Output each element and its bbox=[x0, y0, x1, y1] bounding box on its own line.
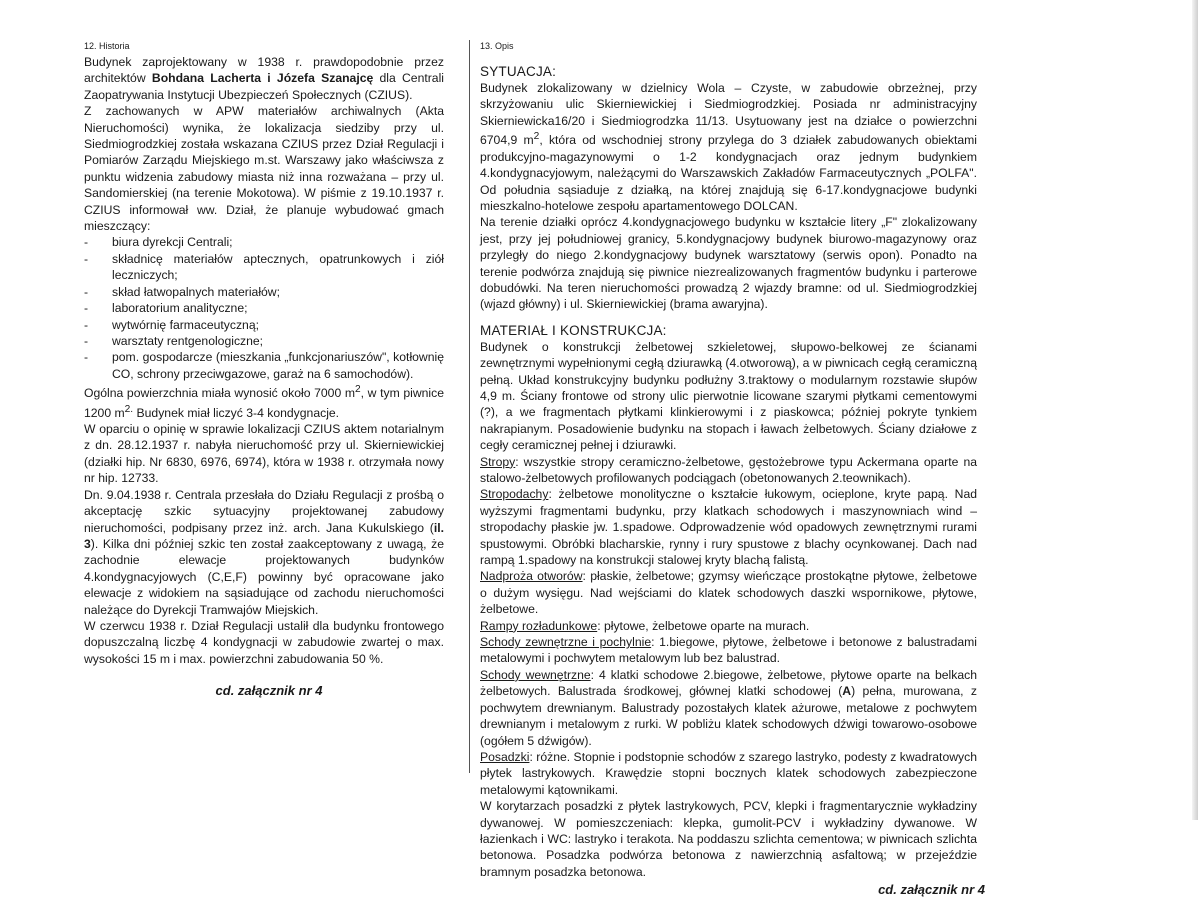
term-label: Schody wewnętrzne bbox=[480, 667, 591, 682]
continued-note: cd. załącznik nr 4 bbox=[878, 882, 985, 898]
text: Ogólna powierzchnia miała wynosić około 7000 m bbox=[84, 386, 356, 401]
column-divider bbox=[469, 40, 470, 773]
text: Dn. 9.04.1938 r. Centrala przesłała do Działu Regulacji z prośbą o akceptację szkic sytuacyjny projektowanej zabudowy nieruchomości, podpisany przez inż. arch. Jana Kukulskiego ( bbox=[84, 487, 444, 535]
list-item: - wytwórnię farmaceutyczną; bbox=[84, 317, 444, 333]
rampy-paragraph bbox=[480, 618, 977, 634]
historia-paragraph-2: Z zachowanych w APW materiałów archiwalnych (Akta Nieruchomości) wynika, że lokalizacja siedziby przy ul. Siedmiogrodzkiej została wskazana CZIUS przez Dział Regulacji i Pomiarów Zarządu Miejskiego m.st. Warszawy jako właściwsza z punktu widzenia zabudowy miasta niż inna rozważana – przy ul. Sandomierskiej (na terenie Mokotowa). W piśmie z 19.10.1937 r. CZIUS informował ww. Dział, że planuje wybudować gmach mieszczący: bbox=[84, 104, 444, 234]
historia-paragraph-5 bbox=[84, 487, 444, 618]
heading-sytuacja: SYTUACJA: bbox=[480, 64, 557, 79]
text: , w tym piwnice 1200 m bbox=[84, 386, 444, 420]
building-program-list bbox=[84, 234, 444, 382]
stropodachy-paragraph bbox=[480, 486, 977, 568]
section-label-historia: 12. Historia bbox=[84, 41, 130, 51]
text: : 1.biegowe, płytowe, żelbetowe i betonowe z balustradami metalowymi i pochwytem metalowym lub bez balustrad. bbox=[480, 635, 978, 666]
text: : żelbetowe monolityczne o kształcie łukowym, ocieplone, kryte papą. Nad wyższymi fragmentami budynku, przy klatkach schodowych i maszynowniach wind – stropodachy płaskie jw. 1.spadowe. Odprowadzenie wód opadowych zewnętrznymi rurami spustowymi. Obróbki blacharskie, rynny i rury spustowe z blachy ocynkowanej. Dach nad rampą 1.spadowy na konstrukcji stalowej kryty blachą falistą. bbox=[480, 487, 977, 568]
text: : płaskie, żelbetowe; gzymsy wieńczące prostokątne płytowe, żelbetowe o dużym wysięgu. Nad wejściami do klatek schodowych daszki wspornikowe, płytowe, żelbetowe. bbox=[480, 569, 977, 617]
architects-names: Bohdana Lacherta i Józefa Szanajcę bbox=[151, 71, 374, 86]
posadzki-paragraph bbox=[480, 749, 977, 798]
left-column bbox=[84, 40, 444, 700]
text: dla Centrali Zaopatrywania Instytucji Ubezpieczeń Społecznych (CZIUS). bbox=[84, 71, 444, 102]
stropy-paragraph bbox=[480, 454, 977, 487]
list-item: - biura dyrekcji Centrali; bbox=[84, 234, 444, 250]
scan-edge bbox=[1192, 0, 1198, 820]
text: ) pełna, murowana, z pochwytem drewnianym. Balustrady pozostałych klatek ażurowe, metalowe z pochwytem drewnianym i metalowym z rurki. W pobliżu klatek schodowych dźwigi towarowo-osobowe (ogółem 5 dźwigów). bbox=[480, 684, 977, 748]
text: : płytowe, żelbetowe oparte na murach. bbox=[597, 618, 810, 633]
right-column bbox=[480, 40, 985, 899]
text: Budynek miał liczyć 3-4 kondygnacje. bbox=[133, 405, 340, 420]
historia-paragraph-3 bbox=[84, 382, 444, 421]
continued-note: cd. załącznik nr 4 bbox=[215, 683, 323, 699]
text: Budynek zlokalizowany w dzielnicy Wola – Czyste, w zabudowie obrzeżnej, przy skrzyżowaniu ulic Skierniewickiej i Siedmiogrodzkiej. Posiada nr administracyjny Skierniewicka16/20 i Siedmiogrodzka 11/13. Usytuowany jest na działce o powierzchni 6704,9 m bbox=[480, 81, 977, 148]
posadzki-paragraph-2: W korytarzach posadzki z płytek lastrykowych, PCV, klepki i fragmentarycznie wykładziny dywanowej. W pomieszczeniach: klepka, gumolit-PCV i wykładziny dywanowe. W łazienkach i WC: lastryko i terakota. Na poddaszu szlichta cementowa; w piwnicach szlichta betonowa. Posadzka podwórza betonowa z nawierzchnią asfaltową; w przejeździe bramnym posadzka betonowa. bbox=[480, 799, 977, 879]
list-item: - pom. gospodarcze (mieszkania „funkcjonariuszów", kotłownię CO, schrony przeciwgazowe, garaż na 6 samochodów). bbox=[84, 349, 444, 382]
term-label: Stropodachy bbox=[480, 487, 549, 502]
historia-paragraph-4: W oparciu o opinię w sprawie lokalizacji CZIUS aktem notarialnym z dn. 28.12.1937 r. nabyła nieruchomość przy ul. Skierniewickiej (działki hip. Nr 6830, 6976, 6974), która w 1938 r. otrzymała nowy nr hip. 12733. bbox=[84, 422, 444, 486]
list-item: - składnicę materiałów aptecznych, opatrunkowych i ziół leczniczych; bbox=[84, 251, 444, 284]
heading-material: MATERIAŁ I KONSTRUKCJA: bbox=[480, 322, 667, 338]
superscript: 2 bbox=[533, 131, 540, 143]
sytuacja-paragraph-2: Na terenie działki oprócz 4.kondygnacjowego budynku w kształcie litery „F" zlokalizowany jest, przy jej południowej granicy, 5.kondygnacjowy budynek biurowo-magazynowy oraz przyległy do niego 2.kondygnacjowy budynek warsztatowy (serwis opon). Ponadto na terenie podwórza znajdują się piwnice niezrealizowanych fragmentów budynku i parterowe dobudówki. Na teren nieruchomości prowadzą 2 wjazdy bramne: od ul. Siedmiogrodzkiej (wjazd główny) i ul. Skierniewickiej (brama awaryjna). bbox=[480, 215, 977, 312]
text: , która od wschodniej strony przylega do 3 działek zabudowanych obiektami produkcyjno-magazynowymi o 1-2 kondygnacjach oraz jednym budynkiem 4.kondygnacyjowym, należącymi do Warszawskich Zakładów Farmaceutycznych „POLFA". Od południa sąsiaduje z działką, na której znajdują się 6-17.kondygnacjowe budynki mieszkalno-hotelowe zespołu apartamentowego DOLCAN. bbox=[480, 133, 977, 213]
material-paragraph-1: Budynek o konstrukcji żelbetowej szkieletowej, słupowo-belkowej ze ścianami zewnętrznymi wypełnionymi cegłą dziurawką (4.otworową), a w piwnicach cegłą ceramiczną pełną. Układ konstrukcyjny budynku podłużny 3.traktowy o modularnym rozstawie słupów 4,9 m. Ściany frontowe od strony ulic pierwotnie licowane szarymi płytkami cementowymi (?), a we fragmentach płytkami klinkierowymi i z piaskowca; później pokryte tynkiem nakrapianym. Posadowienie budynku na stopach i ławach żelbetowych. Ściany działowe z cegły ceramicznej pełnej i dziurawki. bbox=[480, 339, 977, 453]
term-label: Posadzki bbox=[480, 749, 530, 764]
historia-paragraph-1 bbox=[84, 54, 444, 103]
text: ). Kilka dni później szkic ten został zaakceptowany z uwagą, że zachodnie elewacje projektowanych budynków 4.kondygnacyjowych (C,E,F) powinny być opracowane jako elewacje z widokiem na sąsiadujące od zachodu nieruchomości należące do Dyrekcji Tramwajów Miejskich. bbox=[84, 536, 444, 617]
term-label: Stropy bbox=[480, 454, 516, 469]
staircase-ref: A bbox=[842, 684, 852, 699]
schody-wewnetrzne-paragraph bbox=[480, 667, 977, 749]
nadproza-paragraph bbox=[480, 568, 977, 617]
text: : 4 klatki schodowe 2.biegowe, żelbetowe, płytowe oparte na belkach żelbetowych. Balustrada środkowej, głównej klatki schodowej ( bbox=[480, 667, 977, 699]
text: : różne. Stopnie i podstopnie schodów z szarego lastryko, podesty z kwadratowych płytek lastrykowych. Krawędzie stopni bocznych klatek schodowych zabezpieczone metalowymi kątownikami. bbox=[480, 749, 977, 797]
schody-zewnetrzne-paragraph bbox=[480, 634, 977, 667]
text: : wszystkie stropy ceramiczno-żelbetowe, gęstożebrowe typu Ackermana oparte na stalowo-żelbetowych profilowanych podciągach (obetonowanych 2.teownikach). bbox=[480, 454, 977, 485]
section-label-opis: 13. Opis bbox=[480, 41, 514, 51]
list-item: - skład łatwopalnych materiałów; bbox=[84, 284, 444, 300]
superscript: 2. bbox=[124, 403, 134, 415]
superscript: 2 bbox=[355, 384, 361, 396]
term-label: Nadproża otworów bbox=[480, 569, 583, 584]
list-item: - warsztaty rentgenologiczne; bbox=[84, 333, 444, 349]
text: Budynek zaprojektowany w 1938 r. prawdopodobnie przez architektów bbox=[84, 55, 444, 86]
term-label: Rampy rozładunkowe bbox=[480, 618, 598, 633]
historia-paragraph-6: W czerwcu 1938 r. Dział Regulacji ustalił dla budynku frontowego dopuszczalną liczbę 4 kondygnacji w zabudowie zwartej o max. wysokości 15 m i max. powierzchni zabudowania 50 %. bbox=[84, 618, 444, 666]
sytuacja-paragraph-1 bbox=[480, 80, 977, 214]
list-item: - laboratorium analityczne; bbox=[84, 300, 444, 316]
illustration-ref: il. 3 bbox=[84, 520, 444, 551]
term-label: Schody zewnętrzne i pochylnie bbox=[480, 635, 652, 650]
